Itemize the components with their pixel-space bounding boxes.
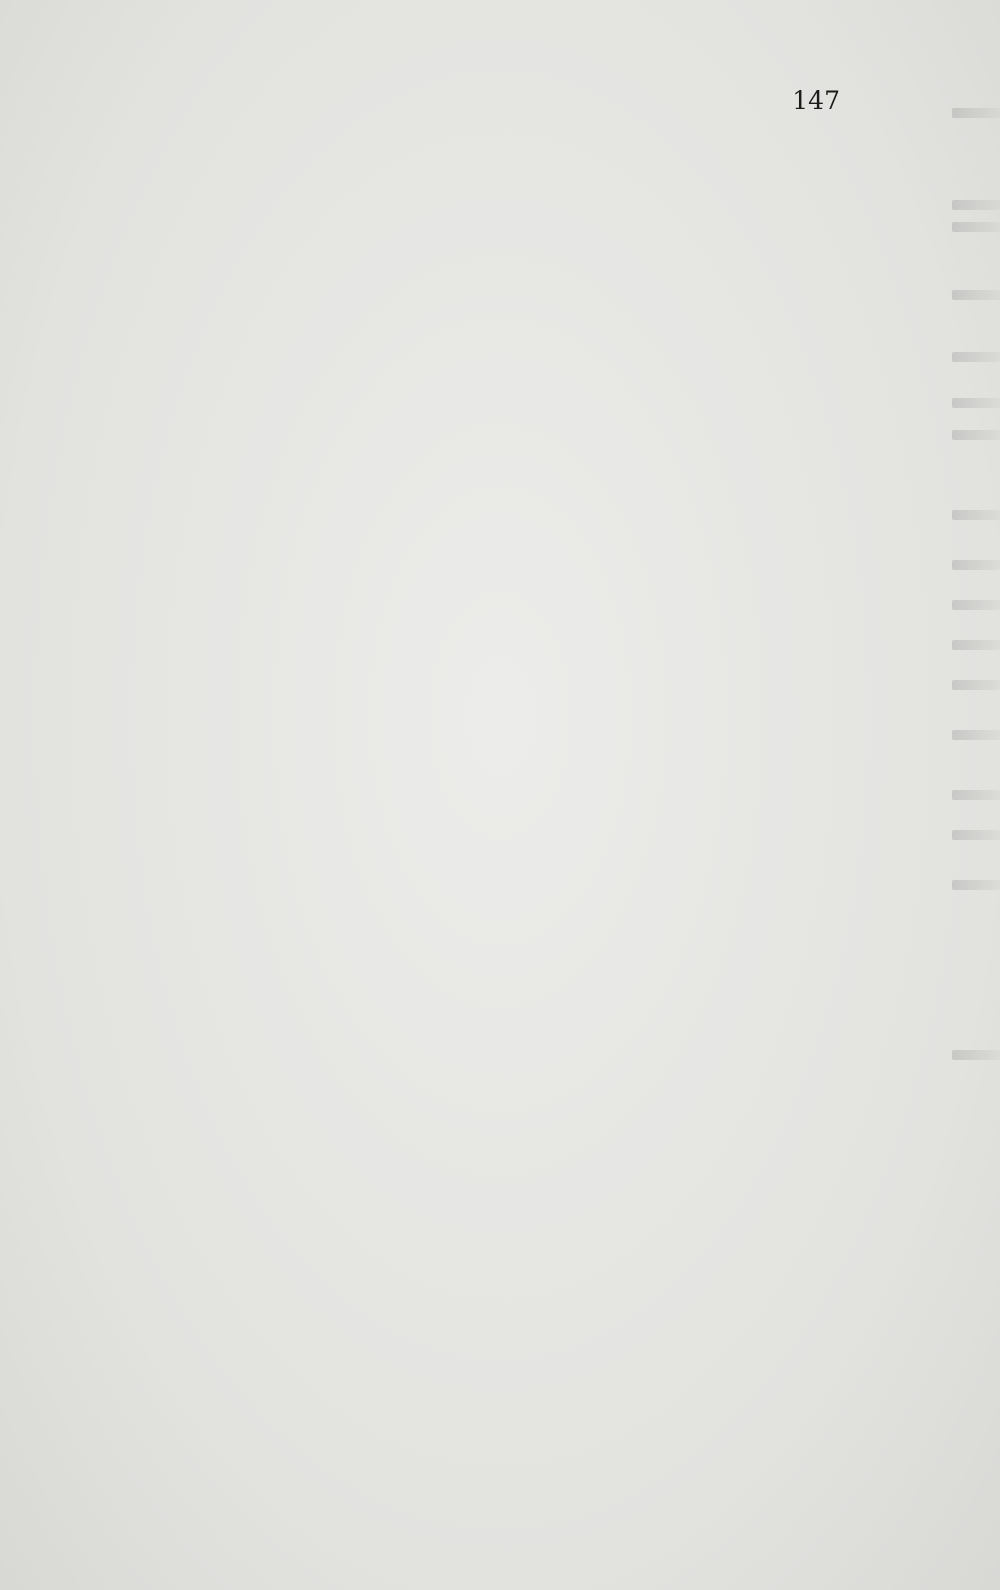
bleed-mark (952, 790, 1000, 800)
text-line (133, 960, 838, 982)
text-line (133, 1025, 838, 1047)
text-line (133, 1395, 838, 1417)
text-line (133, 720, 838, 742)
text-line (133, 938, 838, 960)
text-line (133, 677, 838, 699)
text-line (133, 873, 838, 895)
bleed-mark (952, 352, 1000, 362)
text-line (133, 220, 838, 242)
text-line (133, 786, 838, 808)
text-line (133, 829, 838, 851)
text-line (133, 1503, 838, 1525)
bleed-mark (952, 830, 1000, 840)
text-line (133, 1242, 838, 1264)
text-line (133, 198, 838, 220)
text-line (133, 894, 838, 916)
text-line (133, 1569, 838, 1590)
text-line (133, 612, 838, 634)
text-line (133, 764, 838, 786)
text-line (133, 1047, 838, 1069)
text-line (133, 546, 838, 568)
text-line (133, 133, 838, 155)
bleed-mark (952, 398, 1000, 408)
bleed-mark (952, 880, 1000, 890)
text-line (133, 307, 838, 329)
bleed-mark (952, 222, 1000, 232)
text-line (133, 655, 838, 677)
text-line (133, 1308, 838, 1330)
text-line (133, 1177, 838, 1199)
text-line (133, 1003, 838, 1025)
text-line (133, 1068, 838, 1090)
text-line (133, 1199, 838, 1221)
text-line (133, 242, 838, 264)
bleed-mark (952, 560, 1000, 570)
page-number: 147 (792, 86, 840, 115)
bleed-mark (952, 290, 1000, 300)
text-line (133, 1482, 838, 1504)
text-line (133, 1373, 838, 1395)
text-line (133, 1090, 838, 1112)
text-line (133, 329, 838, 351)
bleed-mark (952, 600, 1000, 610)
text-line (133, 981, 838, 1003)
bleed-mark (952, 108, 1000, 118)
text-line (133, 1329, 838, 1351)
text-line (133, 438, 838, 460)
text-line (133, 1525, 838, 1547)
bleed-mark (952, 430, 1000, 440)
bleed-mark (952, 510, 1000, 520)
text-line (133, 1155, 838, 1177)
text-line (133, 503, 838, 525)
text-line (133, 699, 838, 721)
text-line (133, 742, 838, 764)
text-line (133, 1416, 838, 1438)
text-line (133, 1112, 838, 1134)
text-line (133, 394, 838, 416)
bleed-mark (952, 200, 1000, 210)
bleed-mark (952, 1050, 1000, 1060)
text-line (133, 351, 838, 373)
text-line (133, 1286, 838, 1308)
bleed-mark (952, 680, 1000, 690)
text-line (133, 633, 838, 655)
text-line (133, 1134, 838, 1156)
page-header (130, 86, 840, 126)
text-line (133, 481, 838, 503)
text-line (133, 264, 838, 286)
text-line (133, 590, 838, 612)
text-line (133, 568, 838, 590)
text-line (133, 1438, 838, 1460)
text-line (133, 372, 838, 394)
text-line (133, 285, 838, 307)
text-line (133, 807, 838, 829)
bleed-mark (952, 640, 1000, 650)
text-line (133, 155, 838, 177)
text-line (133, 525, 838, 547)
bleed-mark (952, 730, 1000, 740)
text-line (133, 1264, 838, 1286)
text-line (133, 1221, 838, 1243)
text-line (133, 1460, 838, 1482)
text-line (133, 1547, 838, 1569)
text-line (133, 177, 838, 199)
text-line (133, 459, 838, 481)
text-line (133, 1351, 838, 1373)
text-line (133, 416, 838, 438)
text-line (133, 851, 838, 873)
text-line (133, 916, 838, 938)
body-text (133, 133, 838, 1590)
